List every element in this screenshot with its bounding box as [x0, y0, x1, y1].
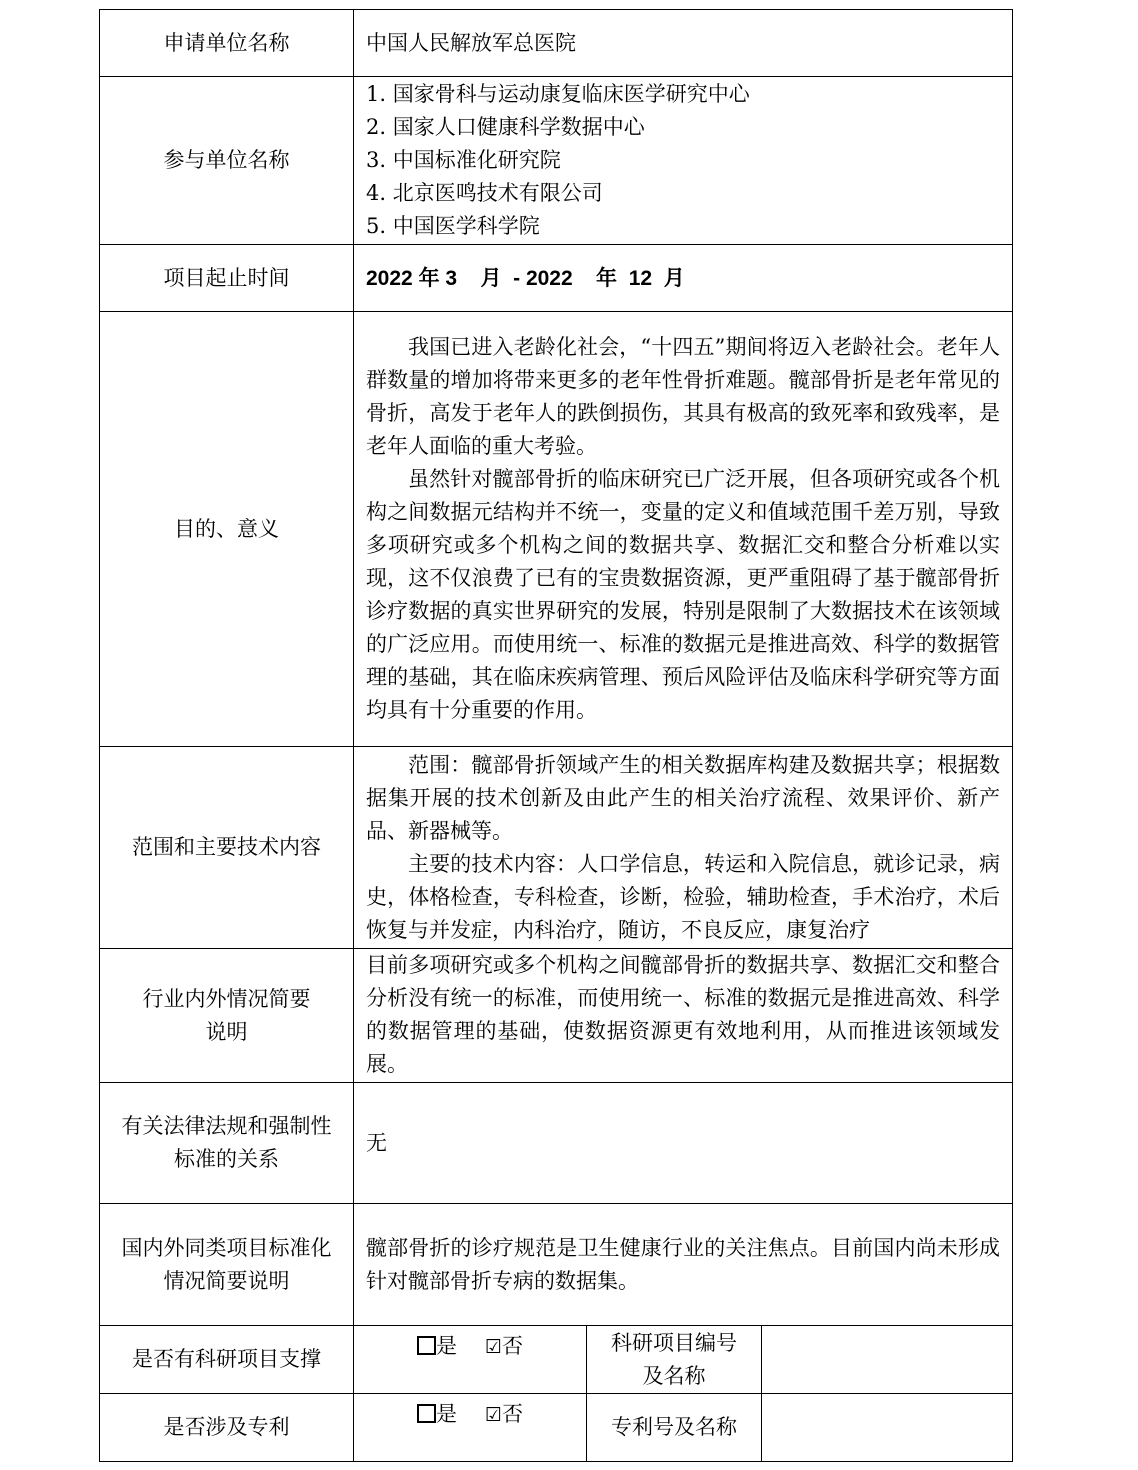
unchecked-box-icon[interactable]: [417, 1404, 436, 1423]
month-char: 月: [663, 266, 685, 290]
start-year: 2022: [366, 266, 413, 290]
law-label-line: 有关法律法规和强制性: [121, 1114, 332, 1138]
row-scope: [100, 747, 1013, 949]
period-label: 项目起止时间: [100, 245, 354, 312]
participants-list: [354, 77, 1013, 245]
law-text: 无: [354, 1083, 1013, 1204]
research-number-label: [587, 1326, 762, 1394]
industry-label-line: 说明: [205, 1019, 248, 1044]
month-char: 月: [480, 266, 502, 290]
scope-paragraph: 范围：髋部骨折领域产生的相关数据库构建及数据共享；根据数据集开展的技术创新及由此产生的相关治疗流程、效果评价、新产品、新器械等。: [366, 752, 1001, 843]
year-char: 年: [596, 266, 618, 290]
period-value: [354, 245, 1013, 312]
scope-content: [354, 747, 1013, 949]
industry-text: 目前多项研究或多个机构之间髋部骨折的数据共享、数据汇交和整合分析没有统一的标准，而使用统一、标准的数据元是推进高效、科学的数据管理的基础，使数据资源更有效地利用，从而推进该领域发展。: [354, 949, 1013, 1083]
end-year: 2022: [525, 266, 573, 290]
industry-label: [100, 949, 354, 1083]
purpose-paragraph: 我国已进入老龄化社会，“十四五”期间将迈入老龄社会。老年人群数量的增加将带来更多的老年性骨折难题。髋部骨折是老年常见的骨折，高发于老年人的跌倒损伤，其具有极高的致死率和致残率，是老年人面临的重大考验。: [366, 335, 1001, 458]
patent-number-label: 专利号及名称: [587, 1394, 762, 1462]
checked-box-icon[interactable]: ☑: [484, 1336, 503, 1358]
row-law: [100, 1083, 1013, 1204]
applicant-value: 中国人民解放军总医院: [354, 10, 1013, 77]
standardization-label-line: 情况简要说明: [163, 1268, 290, 1293]
row-research-support: [100, 1326, 1013, 1394]
patent-number-value: [762, 1394, 1013, 1462]
scope-label: 范围和主要技术内容: [100, 747, 354, 949]
row-applicant: [100, 10, 1013, 77]
scope-paragraph: 主要的技术内容：人口学信息，转运和入院信息，就诊记录，病史，体格检查，专科检查，诊断，检验，辅助检查，手术治疗，术后恢复与并发症，内科治疗，随访，不良反应，康复治疗: [366, 851, 1001, 942]
law-label: [100, 1083, 354, 1204]
standardization-label: [100, 1204, 354, 1326]
row-purpose: [100, 312, 1013, 747]
start-month: 3: [445, 266, 458, 290]
row-industry: [100, 949, 1013, 1083]
row-standardization: [100, 1204, 1013, 1326]
research-number-value: [762, 1326, 1013, 1394]
research-support-label: 是否有科研项目支撑: [100, 1326, 354, 1394]
option-yes: 是: [435, 1402, 457, 1426]
checked-box-icon[interactable]: ☑: [484, 1404, 503, 1426]
participant-item: 1. 国家骨科与运动康复临床医学研究中心: [366, 82, 750, 106]
option-yes: 是: [435, 1334, 457, 1358]
application-form-table: [99, 9, 1013, 1462]
participant-item: 2. 国家人口健康科学数据中心: [366, 115, 645, 139]
row-participants: [100, 77, 1013, 245]
standardization-label-line: 国内外同类项目标准化: [121, 1235, 332, 1260]
patent-options: [354, 1394, 587, 1462]
row-patent: [100, 1394, 1013, 1462]
purpose-paragraph: 虽然针对髋部骨折的临床研究已广泛开展，但各项研究或各个机构之间数据元结构并不统一，变量的定义和值域范围千差万别，导致多项研究或多个机构之间的数据共享、数据汇交和整合分析难以实现，这不仅浪费了已有的宝贵数据资源，更严重阻碍了基于髋部骨折诊疗数据的真实世界研究的发展，特别是限制了大数据技术在该领域的广泛应用。而使用统一、标准的数据元是推进高效、科学的数据管理的基础，其在临床疾病管理、预后风险评估及临床科学研究等方面均具有十分重要的作用。: [366, 467, 1001, 722]
option-no: 否: [502, 1334, 524, 1358]
law-label-line: 标准的关系: [174, 1147, 279, 1171]
end-month: 12: [628, 266, 653, 290]
applicant-label: 申请单位名称: [100, 10, 354, 77]
purpose-label: 目的、意义: [100, 312, 354, 747]
research-number-label-line: 及名称: [642, 1363, 706, 1388]
patent-label: 是否涉及专利: [100, 1394, 354, 1462]
participant-item: 3. 中国标准化研究院: [366, 148, 561, 172]
purpose-content: [354, 312, 1013, 747]
standardization-text: 髋部骨折的诊疗规范是卫生健康行业的关注焦点。目前国内尚未形成针对髋部骨折专病的数据集。: [354, 1204, 1013, 1326]
research-number-label-line: 科研项目编号: [611, 1330, 737, 1355]
research-support-options: [354, 1326, 587, 1394]
industry-label-line: 行业内外情况简要: [142, 986, 311, 1011]
year-char: 年: [418, 266, 440, 290]
option-no: 否: [502, 1402, 524, 1426]
unchecked-box-icon[interactable]: [417, 1336, 436, 1355]
participants-label: 参与单位名称: [100, 77, 354, 245]
row-period: [100, 245, 1013, 312]
participant-item: 4. 北京医鸣技术有限公司: [366, 181, 603, 205]
participant-item: 5. 中国医学科学院: [366, 214, 540, 238]
dash: -: [513, 266, 521, 290]
